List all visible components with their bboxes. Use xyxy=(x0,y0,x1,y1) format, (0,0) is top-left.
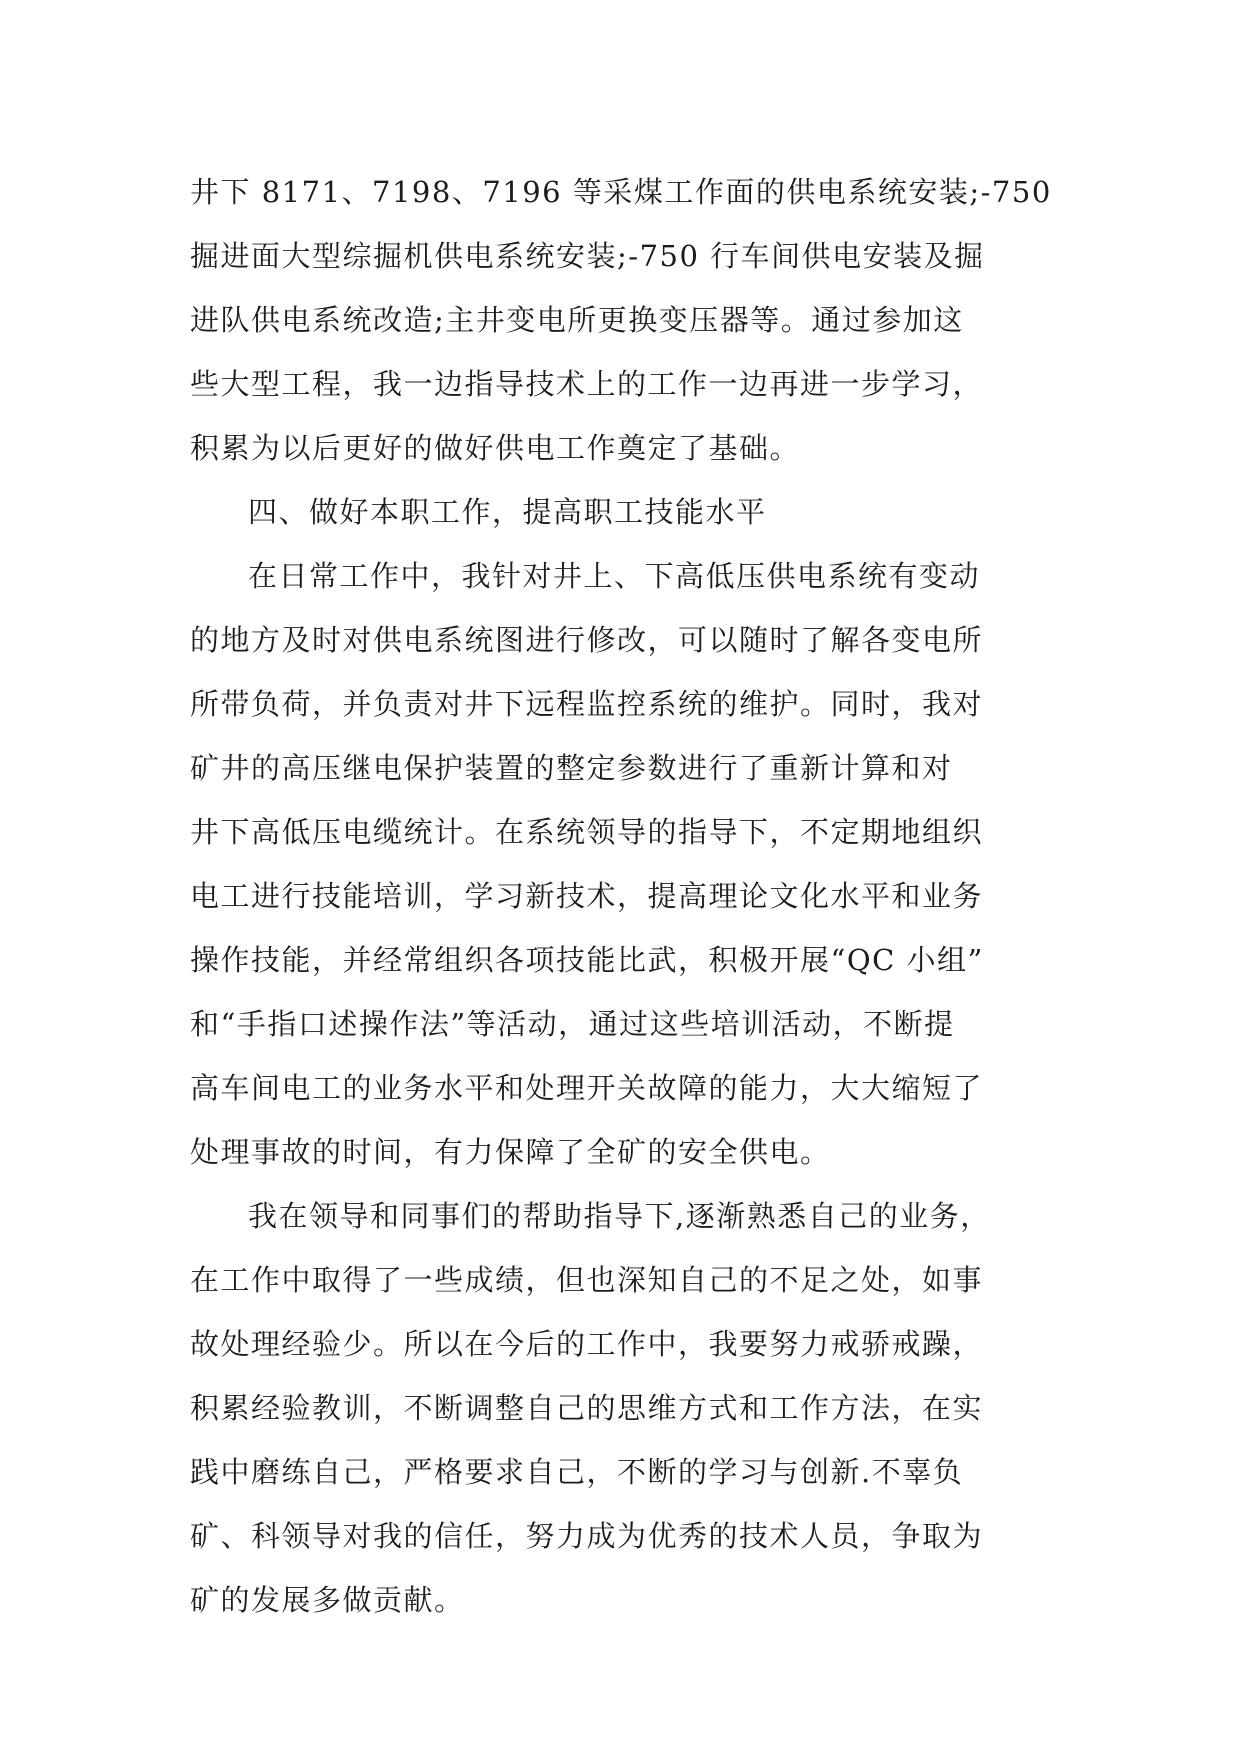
text-line: 积累经验教训，不断调整自己的思维方式和工作方法，在实 xyxy=(190,1391,984,1425)
text-line: 进队供电系统改造;主井变电所更换变压器等。通过参加这 xyxy=(190,303,964,337)
text-line: 高车间电工的业务水平和处理开关故障的能力，大大缩短了 xyxy=(190,1071,984,1105)
text-line: 井下高低压电缆统计。在系统领导的指导下，不定期地组织 xyxy=(190,815,984,849)
text-line: 积累为以后更好的做好供电工作奠定了基础。 xyxy=(190,431,801,465)
text-line: 我在领导和同事们的帮助指导下,逐渐熟悉自己的业务， xyxy=(248,1199,991,1233)
text-line: 矿井的高压继电保护装置的整定参数进行了重新计算和对 xyxy=(190,751,953,785)
document-body xyxy=(190,160,1050,1632)
text-line: 些大型工程，我一边指导技术上的工作一边再进一步学习， xyxy=(190,367,984,401)
text-line: 在工作中取得了一些成绩，但也深知自己的不足之处，如事 xyxy=(190,1263,984,1297)
text-line: 矿的发展多做贡献。 xyxy=(190,1583,465,1617)
text-line: 掘进面大型综掘机供电系统安装;-750 行车间供电安装及掘 xyxy=(190,239,985,273)
text-line: 的地方及时对供电系统图进行修改，可以随时了解各变电所 xyxy=(190,623,984,657)
text-line: 和“手指口述操作法”等活动，通过这些培训活动，不断提 xyxy=(190,1007,955,1041)
text-line: 矿、科领导对我的信任，努力成为优秀的技术人员，争取为 xyxy=(190,1519,984,1553)
text-line: 所带负荷，并负责对井下远程监控系统的维护。同时，我对 xyxy=(190,687,984,721)
text-line: 践中磨练自己，严格要求自己，不断的学习与创新.不辜负 xyxy=(190,1455,964,1489)
text-line: 故处理经验少。所以在今后的工作中，我要努力戒骄戒躁， xyxy=(190,1327,984,1361)
text-line: 处理事故的时间，有力保障了全矿的安全供电。 xyxy=(190,1135,831,1169)
text-line: 在日常工作中，我针对井上、下高低压供电系统有变动 xyxy=(248,559,981,593)
text-line: 电工进行技能培训，学习新技术，提高理论文化水平和业务 xyxy=(190,879,984,913)
section-heading: 四、做好本职工作，提高职工技能水平 xyxy=(248,495,767,529)
text-line: 操作技能，并经常组织各项技能比武，积极开展“QC 小组” xyxy=(190,943,984,977)
text-line: 井下 8171、7198、7196 等采煤工作面的供电系统安装;-750 xyxy=(190,175,1052,209)
